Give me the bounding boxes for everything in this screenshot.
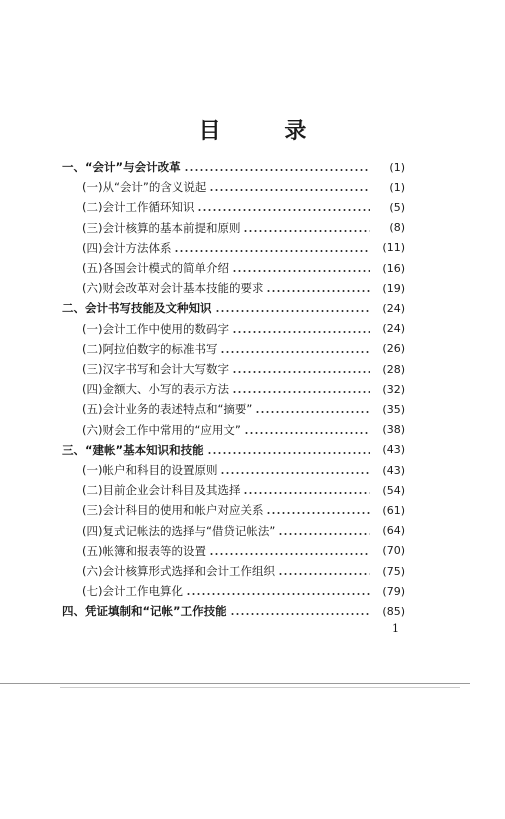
toc-entry-label: (一)从“会计”的含义说起 [82,180,207,195]
toc-entry-label: 二、会计书写技能及文种知识 [62,301,212,316]
toc-section-entry [82,481,405,499]
dot-leader [232,380,370,398]
toc-section-entry [82,360,405,378]
toc-entry-label: (四)金额大、小写的表示方法 [82,382,229,397]
toc-entry-label: (五)会计业务的表述特点和“摘要” [82,402,253,417]
toc-section-entry [82,320,405,338]
toc-section-entry [82,542,405,560]
toc-entry-page: (11) [382,241,405,255]
toc-entry-page: (19) [382,281,405,295]
dot-leader [266,501,370,519]
dot-leader [207,441,370,459]
toc-entry-label: (三)汉字书写和会计大写数字 [82,362,229,376]
bottom-rule [0,683,470,684]
toc-entry-label: (六)财会工作中常用的“应用文” [82,422,241,437]
toc-section-entry [82,501,405,519]
toc-entry-page: (43) [382,443,405,457]
toc-entry-page: (16) [382,261,405,275]
toc-chapter-entry [62,441,405,459]
dot-leader [230,602,370,620]
toc-section-entry [82,421,405,439]
toc-entry-page: (61) [382,503,405,517]
dot-leader [184,158,370,176]
toc-entry-page: (32) [382,382,405,396]
dot-leader [255,400,370,418]
toc-entry-label: (五)各国会计模式的简单介绍 [82,261,229,275]
toc-entry-label: 四、凭证填制和“记帐”工作技能 [62,604,227,619]
toc-section-entry [82,178,405,196]
toc-entry-page: (26) [382,342,405,356]
dot-leader [220,340,370,358]
dot-leader [266,279,370,297]
dot-leader [232,320,370,338]
dot-leader [197,198,370,216]
toc-entry-page: (79) [382,584,405,598]
toc-entry-page: (64) [382,524,405,538]
toc-section-entry [82,198,405,216]
toc-entry-page: (1) [389,180,405,194]
dot-leader [232,259,370,277]
toc-section-entry [82,461,405,479]
toc-section-entry [82,340,405,358]
toc-entry-page: (8) [389,221,405,235]
toc-section-entry [82,562,405,580]
toc-entry-label: (六)会计核算形式选择和会计工作组织 [82,564,275,578]
toc-entry-page: (5) [389,200,405,214]
toc-entry-label: (一)帐户和科目的设置原则 [82,463,218,477]
dot-leader [243,219,370,237]
toc-section-entry [82,279,405,297]
toc-entry-page: (85) [382,604,405,618]
dot-leader [278,522,370,540]
toc-entry-label: (三)会计科目的使用和帐户对应关系 [82,503,264,518]
bottom-rule-faint [60,687,460,688]
toc-entry-label: (二)阿拉伯数字的标准书写 [82,341,218,356]
toc-entry-label: 一、“会计”与会计改革 [62,160,181,174]
toc-entry-label: (四)会计方法体系 [82,240,172,255]
toc-entry-label: (二)目前企业会计科目及其选择 [82,483,241,498]
toc-entry-label: (二)会计工作循环知识 [82,200,195,215]
toc-chapter-entry [62,158,405,176]
dot-leader [243,481,370,499]
toc-entry-label: (四)复式记帐法的选择与“借贷记帐法” [82,523,276,538]
toc-entry-label: 三、“建帐”基本知识和技能 [62,442,204,457]
toc-entry-page: (24) [382,322,405,336]
toc-entry-label: (三)会计核算的基本前提和原则 [82,220,241,235]
toc-section-entry [82,380,405,398]
toc-entry-label: (六)财会改革对会计基本技能的要求 [82,281,264,296]
toc-section-entry [82,259,405,277]
toc-section-entry [82,239,405,257]
page-number: 1 [392,622,399,635]
dot-leader [244,421,370,439]
dot-leader [232,360,370,378]
toc-entry-page: (35) [382,402,405,416]
toc-entry-label: (一)会计工作中使用的数码字 [82,321,229,336]
toc-entry-page: (28) [382,362,405,376]
toc-entry-label: (五)帐簿和报表等的设置 [82,543,206,558]
toc-entry-page: (75) [382,564,405,578]
toc-chapter-entry [62,602,405,620]
toc-entry-label: (七)会计工作电算化 [82,584,183,599]
toc-section-entry [82,522,405,540]
dot-leader [209,542,370,560]
toc-entry-page: (38) [382,423,405,437]
toc-section-entry [82,219,405,237]
toc-entry-page: (54) [382,483,405,497]
dot-leader [186,582,370,600]
toc-entry-page: (70) [382,544,405,558]
toc-section-entry [82,582,405,600]
dot-leader [278,562,370,580]
toc-entry-page: (24) [382,301,405,315]
dot-leader [174,239,370,257]
dot-leader [209,178,370,196]
toc-section-entry [82,400,405,418]
dot-leader [220,461,370,479]
toc-chapter-entry [62,299,405,317]
page-title: 目 录 [198,118,335,144]
dot-leader [215,299,371,317]
toc-entry-page: (43) [382,463,405,477]
toc-entry-page: (1) [389,160,405,174]
